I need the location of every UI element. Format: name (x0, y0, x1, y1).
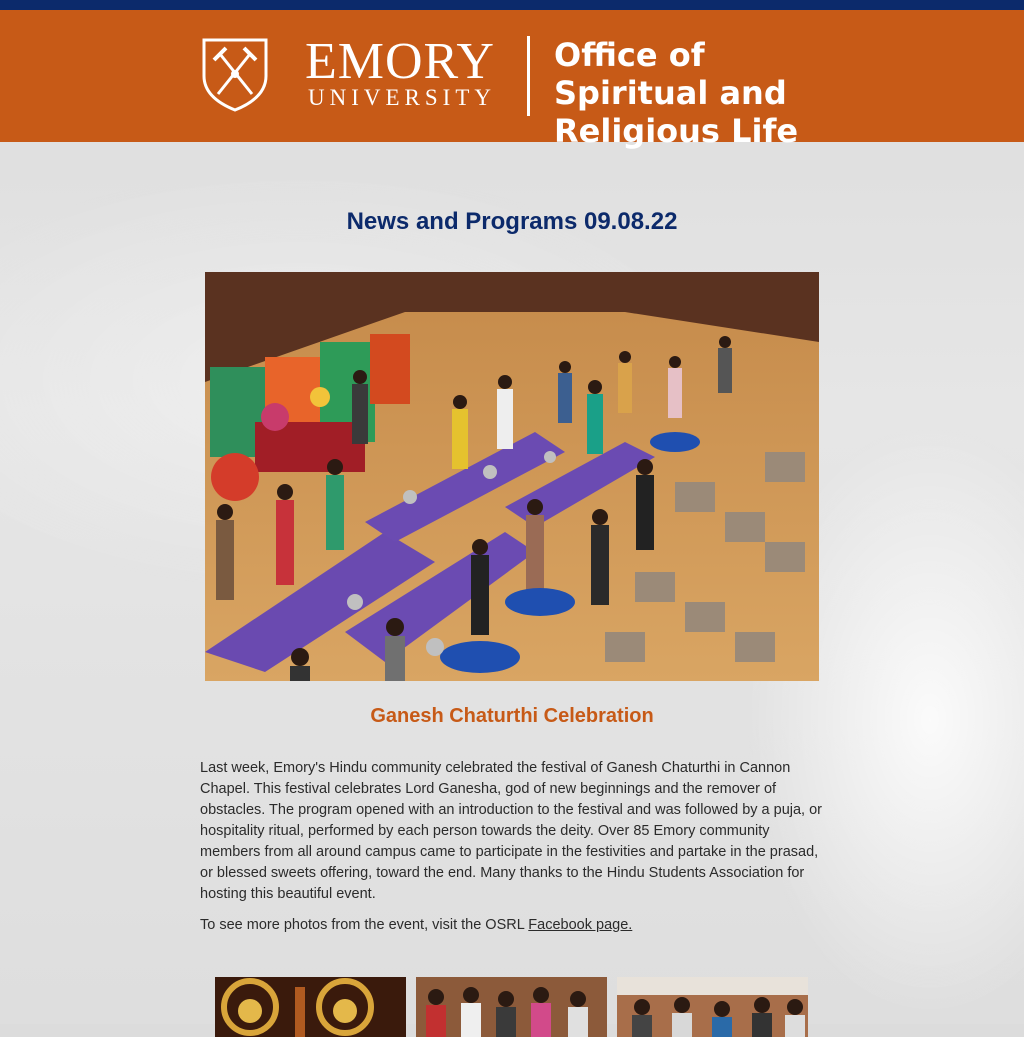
emory-wordmark: EMORY (305, 33, 495, 90)
event-title: Ganesh Chaturthi Celebration (370, 705, 654, 727)
gallery-photo-students[interactable] (416, 977, 607, 1037)
header-banner (0, 10, 1024, 150)
emory-shield-icon (200, 36, 270, 112)
facebook-page-link[interactable]: Facebook page. (528, 917, 633, 933)
gallery-photo-ganesha[interactable] (215, 977, 406, 1037)
more-photos-prefix: To see more photos from the event, visit the OSRL (200, 917, 529, 933)
header-divider (527, 36, 530, 116)
top-navy-bar (0, 0, 1024, 10)
article-body: Last week, Emory's Hindu community celebrated the festival of Ganesh Chaturthi in Cannon Chapel. This festival celebrates Lord Ganesha, god of new beginnings and the remover of obstacles. The program opened with an introduction to the festival and was followed by a puja, or hospitality ritual, performed by each person towards the deity. Over 85 Emory community members from all around campus came to participate in the festivities and partake in the prasad, or blessed sweets offering, toward the end. Many thanks to the Hindu Students Association for hosting this beautiful event. (200, 760, 822, 902)
university-wordmark: UNIVERSITY (308, 85, 496, 110)
office-name: Office of Spiritual and Religious Life (554, 36, 799, 150)
gallery-photo-crowd[interactable] (617, 977, 808, 1037)
more-photos-text (200, 915, 822, 936)
newsletter-title: News and Programs 09.08.22 (346, 208, 678, 235)
hero-photo (205, 272, 819, 681)
